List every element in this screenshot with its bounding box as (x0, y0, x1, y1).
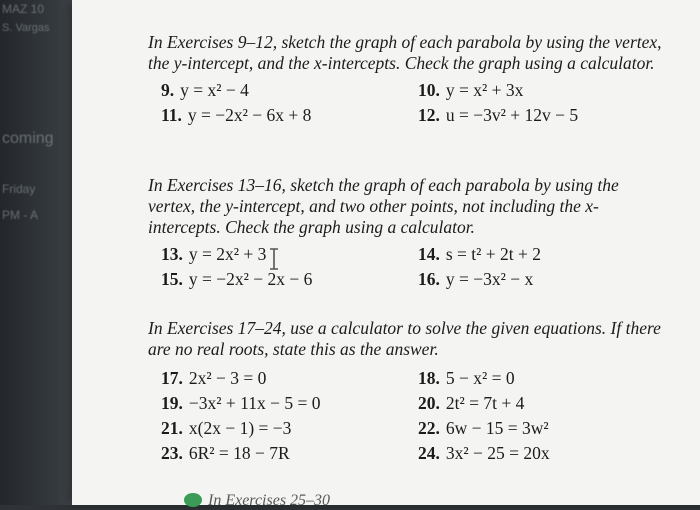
problem-expression: 2x² − 3 = 0 (188, 368, 267, 388)
problem-number: 16. (418, 269, 440, 289)
problem-item (418, 244, 541, 265)
problem-item (161, 443, 290, 464)
problem-expression: 3x² − 25 = 20x (445, 443, 550, 463)
problem-expression: y = 2x² + 3 (188, 244, 267, 264)
problem-number: 13. (161, 244, 183, 264)
problem-expression: y = x² − 4 (180, 80, 249, 100)
problem-list (148, 244, 668, 294)
problem-expression: y = x² + 3x (445, 80, 524, 100)
ghost-text: PM - A (2, 208, 39, 222)
problem-number: 9. (161, 80, 175, 100)
problem-item (161, 105, 311, 126)
textbook-page (72, 0, 700, 509)
problem-number: 14. (418, 244, 440, 264)
problem-item (418, 418, 549, 439)
ghost-text: MAZ 10 (2, 2, 45, 16)
background-window-strip (0, 0, 80, 505)
problem-number: 11. (161, 105, 182, 125)
ghost-text: Friday (2, 182, 36, 196)
problem-number: 23. (161, 443, 183, 463)
problem-item (161, 368, 266, 389)
problem-item (418, 269, 533, 290)
problem-list (148, 366, 668, 476)
exercise-section-13-16 (148, 175, 668, 294)
problem-item (161, 393, 320, 414)
problem-number: 17. (161, 368, 183, 388)
problem-item (161, 80, 249, 101)
cutoff-instructions: In Exercises 25–30 (208, 492, 331, 509)
problem-expression: y = −2x² − 2x − 6 (188, 269, 313, 289)
problem-list (148, 80, 668, 130)
exercise-section-17-24 (148, 318, 668, 476)
problem-item (418, 443, 550, 464)
section-instructions: In Exercises 13–16, sketch the graph of each parabola by using the vertex, the y-intercept, and two other points, not including the x-intercepts. Check the graph using a calculator. (148, 175, 619, 237)
problem-number: 12. (418, 105, 440, 125)
problem-item (418, 393, 524, 414)
ghost-text: S. Vargas (2, 22, 50, 34)
problem-number: 20. (418, 393, 440, 413)
problem-item (418, 105, 578, 126)
problem-number: 19. (161, 393, 183, 413)
problem-number: 21. (161, 418, 183, 438)
problem-expression: y = −3x² − x (445, 269, 534, 289)
section-instructions: In Exercises 9–12, sketch the graph of each parabola by using the vertex, the y-intercept, and the x-intercepts. Check the graph using a calculator. (148, 32, 662, 73)
problem-expression: s = t² + 2t + 2 (445, 244, 542, 264)
problem-number: 22. (418, 418, 440, 438)
problem-expression: 6w − 15 = 3w² (445, 418, 549, 438)
exercise-section-9-12 (148, 32, 668, 130)
ghost-text: coming (2, 130, 54, 147)
problem-expression: 2t² = 7t + 4 (445, 393, 525, 413)
problem-expression: y = −2x² − 6x + 8 (187, 105, 312, 125)
problem-expression: x(2x − 1) = −3 (188, 418, 292, 438)
problem-number: 15. (161, 269, 183, 289)
problem-number: 18. (418, 368, 440, 388)
problem-item (418, 80, 523, 101)
problem-expression: 5 − x² = 0 (445, 368, 515, 388)
problem-item (161, 269, 312, 290)
problem-expression: 6R² = 18 − 7R (188, 443, 290, 463)
problem-item (418, 368, 515, 389)
problem-expression: −3x² + 11x − 5 = 0 (188, 393, 321, 413)
problem-number: 24. (418, 443, 440, 463)
problem-item (161, 244, 266, 265)
text-cursor-icon (267, 248, 281, 270)
problem-number: 10. (418, 80, 440, 100)
problem-expression: u = −3v² + 12v − 5 (445, 105, 579, 125)
problem-item (161, 418, 291, 439)
section-instructions: In Exercises 17–24, use a calculator to solve the given equations. If there are no real roots, state this as the answer. (148, 318, 661, 359)
